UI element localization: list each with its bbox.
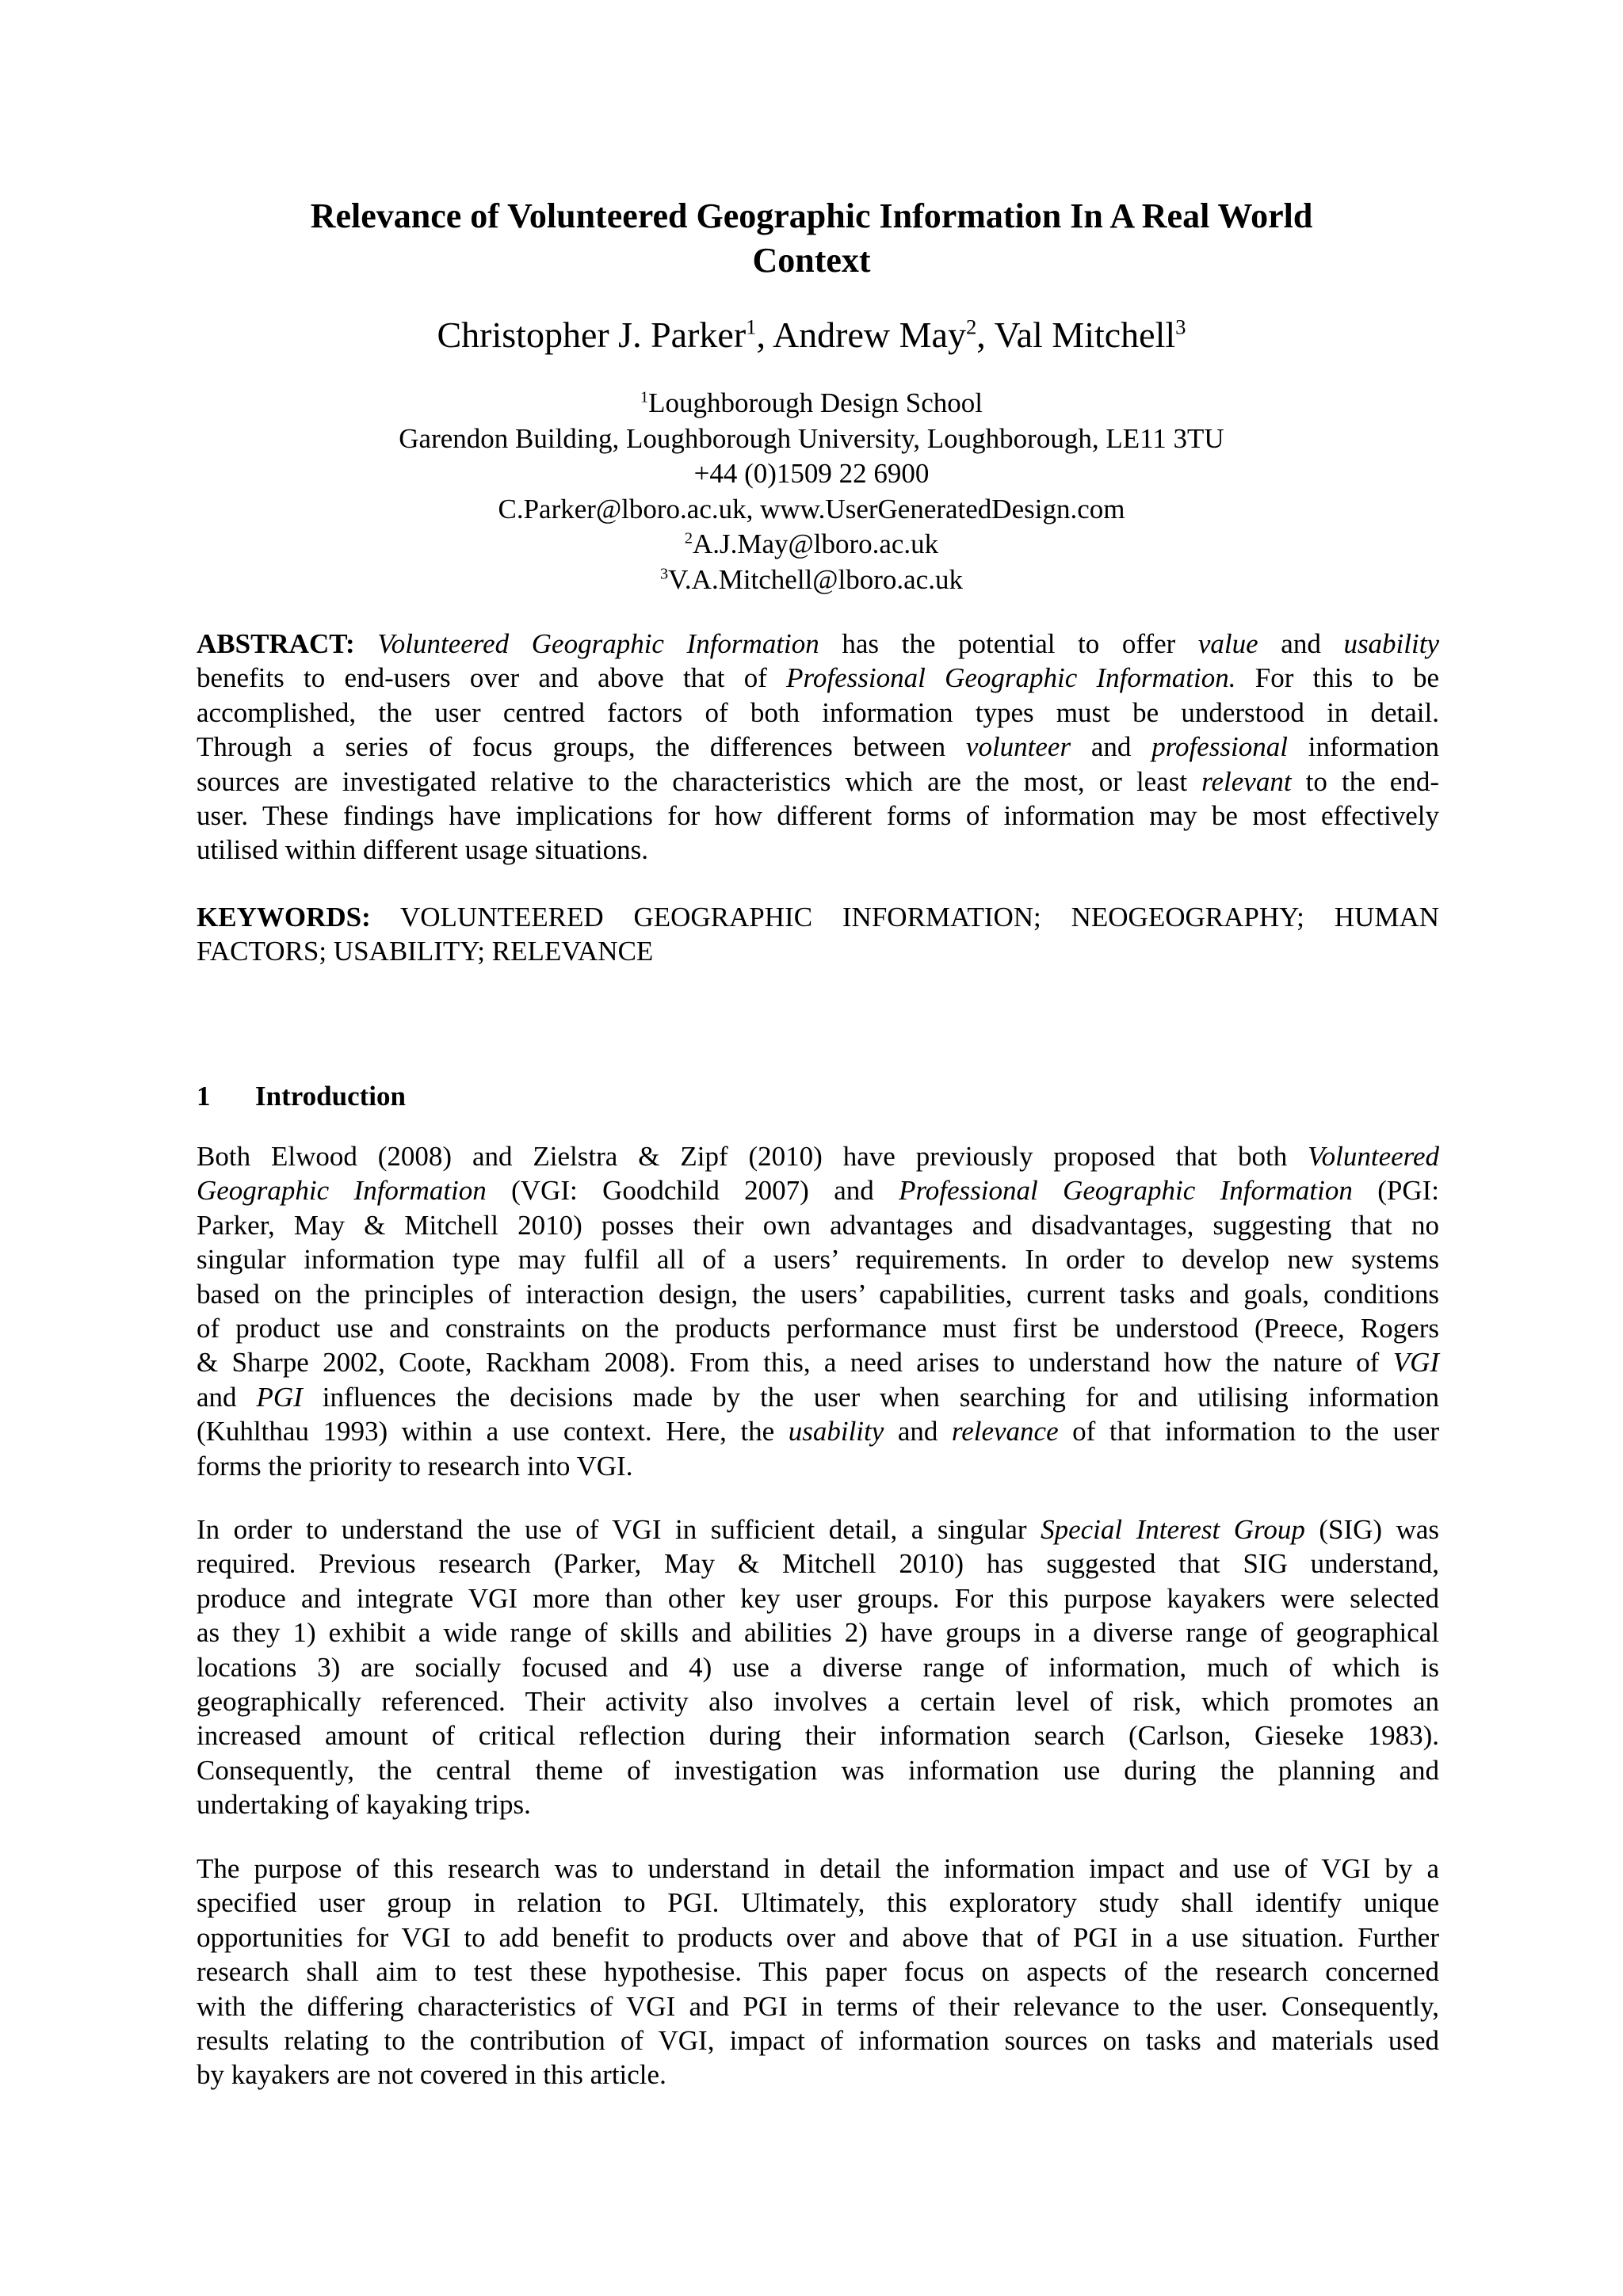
text-line: research shall aim to test these hypothesise. This paper focus on aspects of the research concerned [197, 1956, 1439, 1988]
text-line: accomplished, the user centred factors of both information types must be understood in detail. [197, 696, 1439, 728]
italic-term: professional [1151, 731, 1288, 763]
text-line: ABSTRACT: Volunteered Geographic Information has the potential to offer value and usability [197, 628, 1439, 659]
intro-paragraph-3 [197, 1852, 1439, 2092]
paper-title-line-2: Context [752, 241, 871, 280]
text-line: and PGI influences the decisions made by the user when searching for and utilising information [197, 1381, 1439, 1413]
text-line: of product use and constraints on the products performance must first be understood (Preece, Rogers [197, 1313, 1439, 1344]
bold-label: ABSTRACT: [197, 628, 355, 659]
text-line: & Sharpe 2002, Coote, Rackham 2008). From this, a need arises to understand how the nature of VGI [197, 1347, 1439, 1379]
text-line: In order to understand the use of VGI in sufficient detail, a singular Special Interest Group (SIG) was [197, 1514, 1439, 1545]
keywords [197, 900, 1439, 969]
affiliation-email-3 [238, 563, 1385, 598]
text-line: forms the priority to research into VGI. [197, 1450, 633, 1482]
affiliation-email-text: V.A.Mitchell@lboro.ac.uk [668, 563, 963, 595]
text-line: geographically referenced. Their activity also involves a certain level of risk, which promotes an [197, 1686, 1439, 1718]
affiliation-marker: 2 [684, 529, 693, 547]
intro-paragraph-2 [197, 1512, 1439, 1822]
affiliation-marker: 3 [660, 565, 669, 583]
text-line: specified user group in relation to PGI. Ultimately, this exploratory study shall identify unique [197, 1887, 1439, 1919]
italic-term: Volunteered Geographic Information [377, 628, 819, 659]
section-heading [197, 1079, 406, 1114]
text-line: The purpose of this research was to understand in detail the information impact and use of VGI by a [197, 1853, 1439, 1884]
italic-term: Geographic Information [197, 1175, 487, 1207]
author-affiliation-marker: 3 [1175, 315, 1186, 339]
italic-term: usability [1343, 628, 1439, 659]
text-line: Parker, May & Mitchell 2010) posses their own advantages and disadvantages, suggesting that no [197, 1209, 1439, 1241]
text-line: user. These findings have implications for how different forms of information may be most effectively [197, 800, 1439, 832]
author-name: Val Mitchell [994, 315, 1176, 355]
text-line: Geographic Information (VGI: Goodchild 2007) and Professional Geographic Information (PGI: [197, 1175, 1440, 1207]
affiliation-block [238, 386, 1385, 598]
affiliation-email-2 [238, 527, 1385, 563]
text-line: by kayakers are not covered in this article. [197, 2059, 666, 2091]
text-line: opportunities for VGI to add benefit to products over and above that of PGI in a use situation. Further [197, 1921, 1439, 1953]
intro-paragraph-1 [197, 1139, 1439, 1483]
italic-term: Special Interest Group [1041, 1514, 1305, 1545]
text-line: singular information type may fulfil all of a users’ requirements. In order to develop new systems [197, 1244, 1439, 1276]
text-line: Through a series of focus groups, the differences between volunteer and professional information [197, 731, 1439, 763]
author-affiliation-marker: 2 [965, 315, 977, 339]
author-name: Andrew May [772, 315, 966, 355]
text-line: KEYWORDS: VOLUNTEERED GEOGRAPHIC INFORMATION; NEOGEOGRAPHY; HUMAN [197, 902, 1439, 933]
italic-term: value [1197, 628, 1258, 659]
italic-term: relevant [1201, 765, 1292, 797]
text-line: Consequently, the central theme of investigation was information use during the planning and [197, 1754, 1439, 1786]
paper-title [238, 194, 1385, 283]
italic-term: Volunteered [1308, 1141, 1439, 1172]
italic-term: VGI [1392, 1347, 1439, 1379]
italic-term: PGI [256, 1381, 303, 1413]
text-line: undertaking of kayaking trips. [197, 1789, 531, 1821]
affiliation-school-text: Loughborough Design School [648, 387, 983, 418]
author-list: Christopher J. Parker$^1$, Andrew May$^2$, Val Mitchell$^3$ [437, 315, 1186, 355]
abstract [197, 627, 1439, 868]
affiliation-phone: +44 (0)1509 22 6900 [693, 458, 930, 490]
italic-term: relevance [951, 1416, 1059, 1447]
text-line: utilised within different usage situations. [197, 834, 648, 866]
text-line: sources are investigated relative to the characteristics which are the most, or least relevant to the end- [197, 765, 1439, 797]
text-line: increased amount of critical reflection during their information search (Carlson, Gieseke 1983). [197, 1720, 1439, 1752]
text-line: results relating to the contribution of VGI, impact of information sources on tasks and materials used [197, 2025, 1439, 2057]
section-number: 1 [197, 1081, 211, 1112]
text-line: required. Previous research (Parker, May & Mitchell 2010) has suggested that SIG understand, [197, 1548, 1439, 1580]
paper-title-line-1: Relevance of Volunteered Geographic Information In A Real World [310, 196, 1313, 235]
italic-term: Professional Geographic Information [899, 1175, 1353, 1207]
affiliation-email-text: A.J.May@lboro.ac.uk [692, 528, 939, 560]
author-name: Christopher J. Parker [437, 315, 747, 355]
text-line: FACTORS; USABILITY; RELEVANCE [197, 936, 654, 967]
italic-term: Professional Geographic Information. [786, 662, 1236, 694]
text-line: benefits to end-users over and above that of Professional Geographic Information. For this to be [197, 662, 1439, 694]
text-line: (Kuhlthau 1993) within a use context. Here, the usability and relevance of that information to the user [197, 1416, 1439, 1447]
text-line: produce and integrate VGI more than other key user groups. For this purpose kayakers were selected [197, 1582, 1439, 1614]
affiliation-address: Garendon Building, Loughborough University, Loughborough, LE11 3TU [399, 422, 1224, 454]
bold-label: KEYWORDS: [197, 902, 371, 933]
text-line: Both Elwood (2008) and Zielstra & Zipf (2010) have previously proposed that both Volunteered [197, 1141, 1439, 1172]
affiliation-school [238, 386, 1385, 421]
italic-term: volunteer [965, 731, 1071, 763]
text-line: locations 3) are socially focused and 4) use a diverse range of information, much of which is [197, 1651, 1439, 1683]
affiliation-contact: C.Parker@lboro.ac.uk, www.UserGeneratedDesign.com [498, 493, 1125, 524]
italic-term: usability [788, 1416, 884, 1447]
text-line: based on the principles of interaction design, the users’ capabilities, current tasks and goals, conditions [197, 1278, 1439, 1310]
section-title: Introduction [255, 1081, 406, 1112]
author-affiliation-marker: 1 [746, 315, 757, 339]
affiliation-marker: 1 [640, 388, 649, 406]
text-line: with the differing characteristics of VGI and PGI in terms of their relevance to the user. Consequently, [197, 1990, 1439, 2022]
text-line: as they 1) exhibit a wide range of skills and abilities 2) have groups in a diverse range of geographical [197, 1617, 1439, 1649]
